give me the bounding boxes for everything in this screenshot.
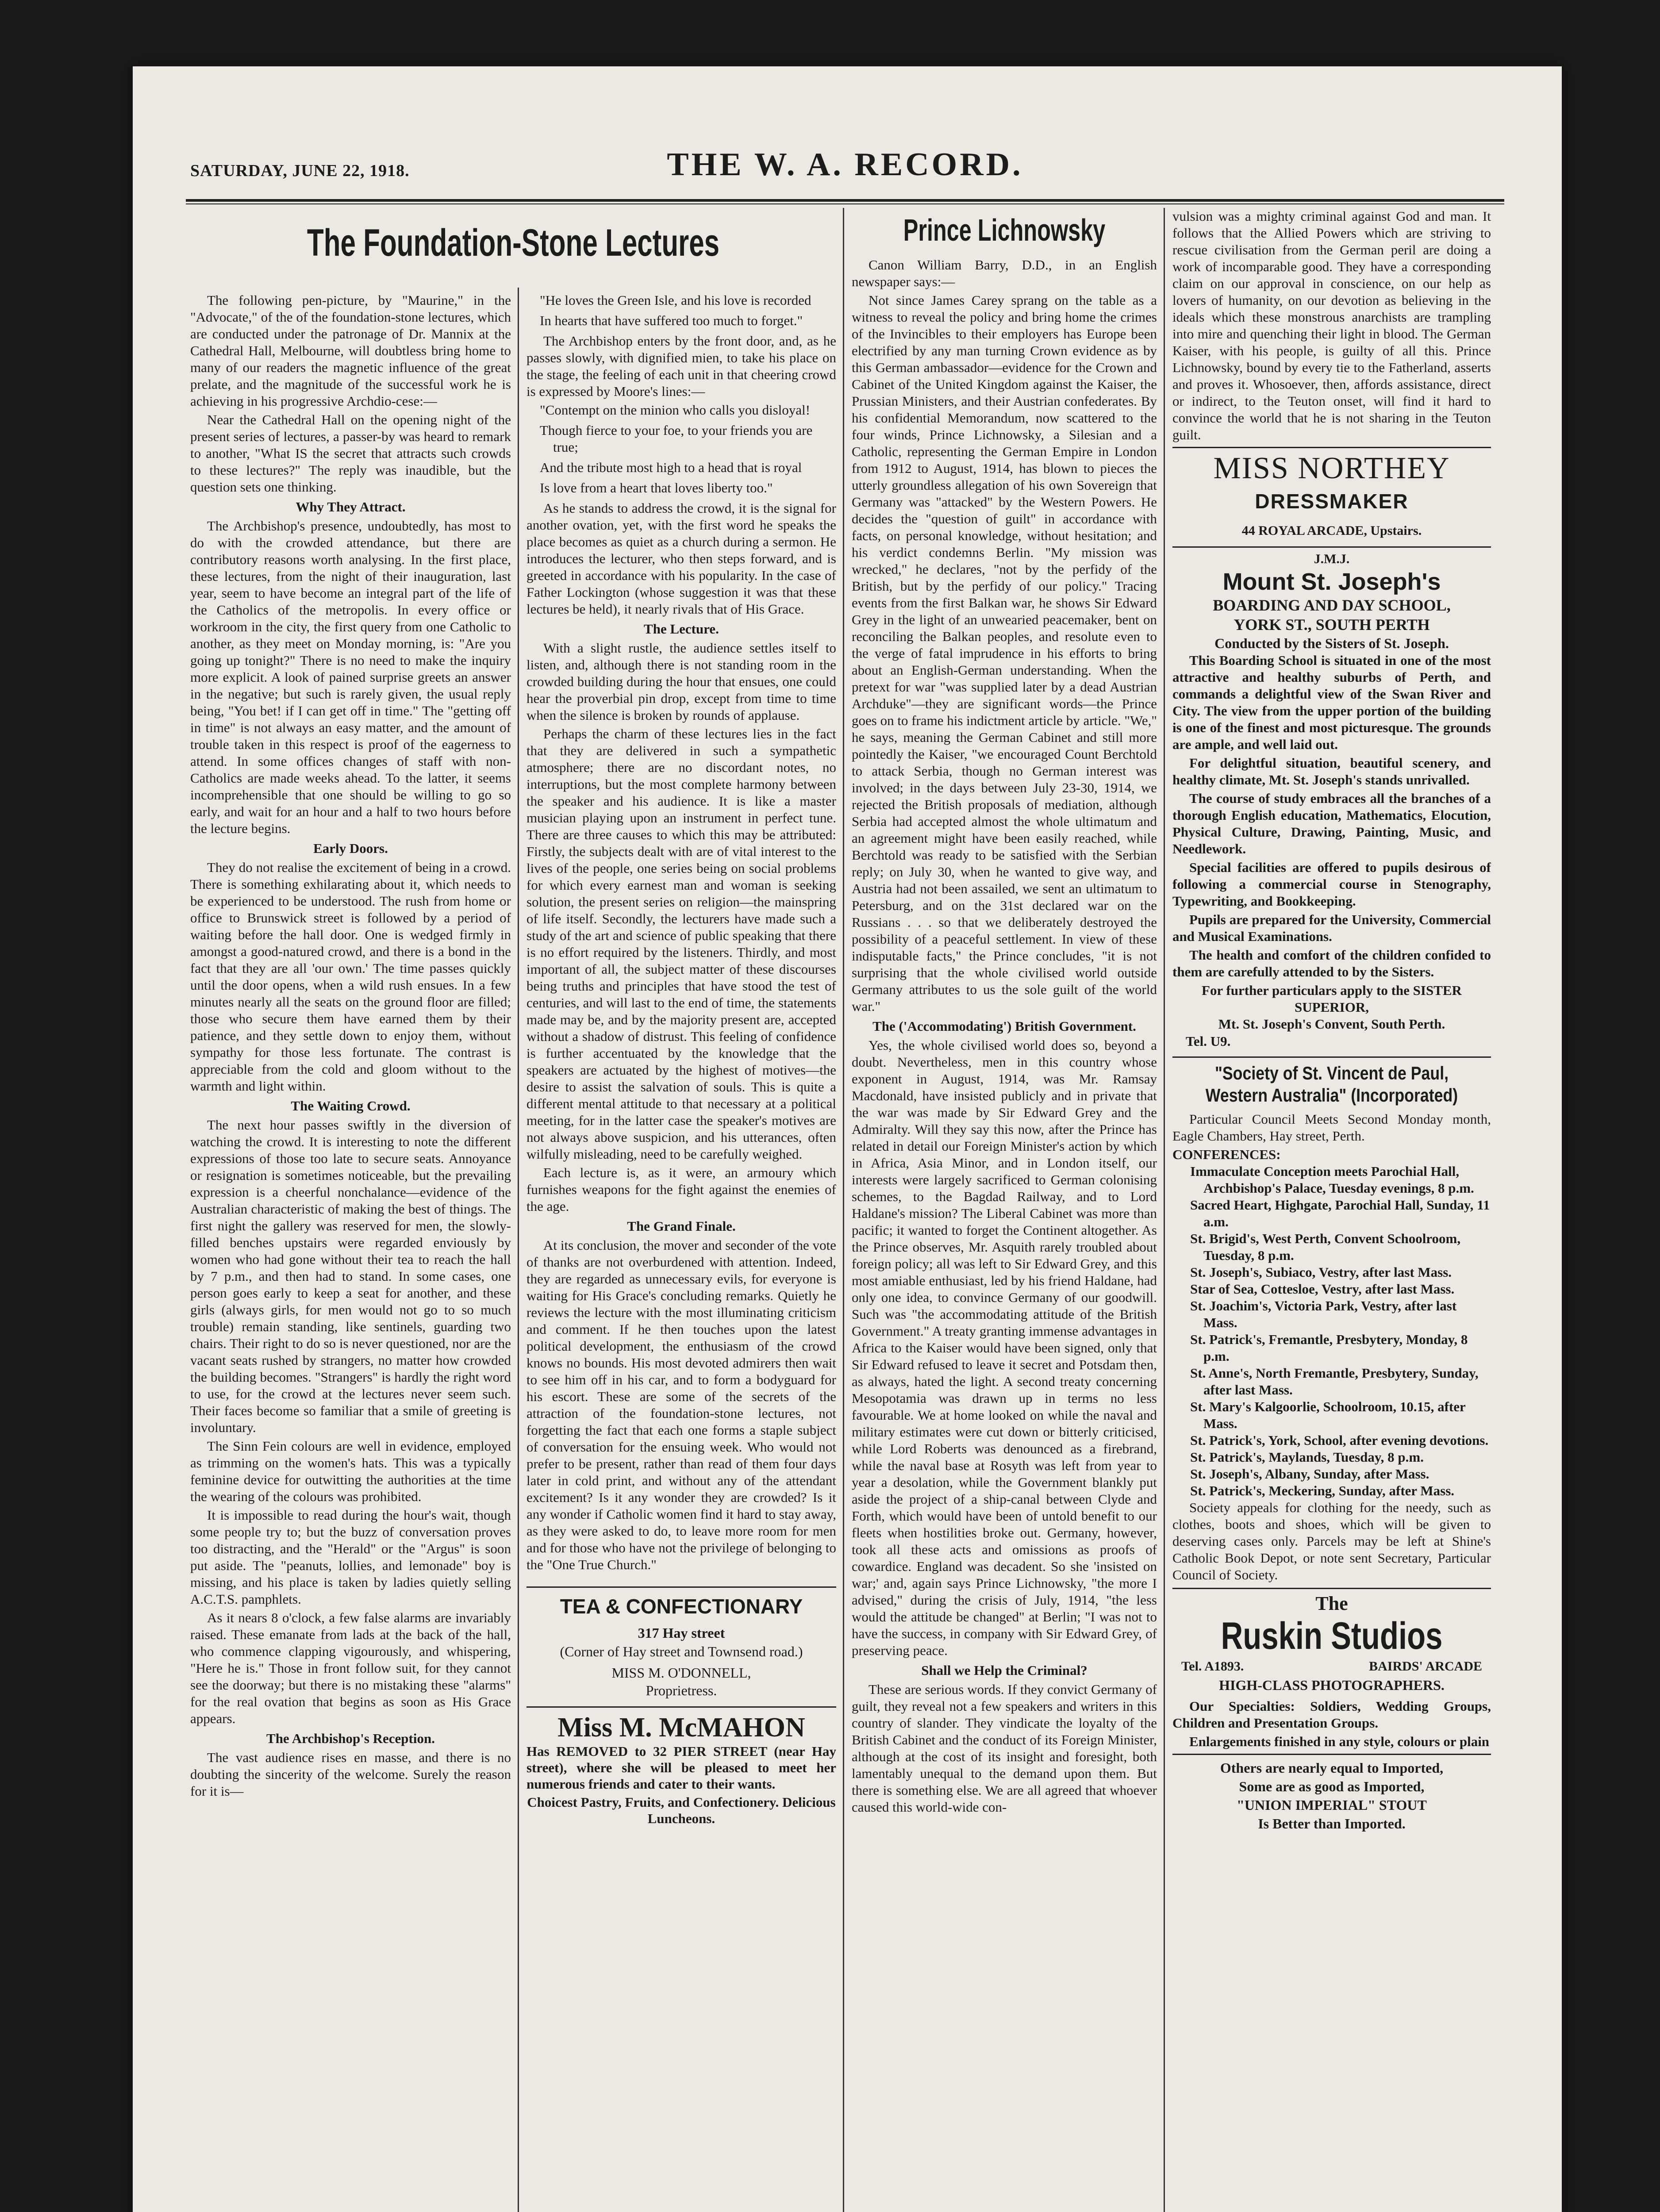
conference-item: St. Brigid's, West Perth, Convent Schoolroom, Tuesday, 8 p.m. (1190, 1231, 1461, 1263)
ad-line: Others are nearly equal to Imported, (1220, 1760, 1444, 1776)
ad-st-vincent-de-paul (1172, 1056, 1491, 1583)
ad-text: Society appeals for clothing for the needy, such as clothes, boots and shoes, which will be given to deserving cases only. Parcels may be left at Shine's Catholic Book Depot, or note sent Secretary, Particular Council of Society. (1172, 1500, 1491, 1582)
masthead: THE W. A. RECORD. (667, 146, 1023, 183)
ad-sub: Conducted by the Sisters of St. Joseph. (1214, 635, 1449, 651)
paragraph: Near the Cathedral Hall on the opening night of the present series of lectures, a passer-by was heard to remark to another, "What IS the secret that attracts such crowds to these lectures?" The reply was inaudible, but the question sets one thinking. (190, 412, 511, 495)
ad-text: Particular Council Meets Second Monday month, Eagle Chambers, Hay street, Perth. (1172, 1111, 1491, 1144)
verse-line: "He loves the Green Isle, and his love is recorded (540, 292, 811, 308)
ad-text: Enlargements finished in any style, colours or plain (1189, 1734, 1490, 1749)
ad-tel: Tel. U9. (1186, 1033, 1231, 1049)
ad-mount-st-josephs (1172, 546, 1491, 1050)
ad-line: Is Better than Imported. (1258, 1816, 1406, 1832)
conference-item: St. Mary's Kalgoorlie, Schoolroom, 10.15, after Mass. (1190, 1399, 1466, 1431)
subheading: Shall we Help the Criminal? (921, 1663, 1087, 1678)
paragraph: Not since James Carey sprang on the table as a witness to reveal the policy and bring home the crimes of the Invincibles to their employers has Europe been electrified by any man turning Crown evidence as by this German ambassador—evidence for the Crown and Cabinet of the United Kingdom against the Kaiser, the Prussian Ministers, and their Austrian confederates. By his confidential Memorandum, now scattered to the four winds, Prince Lichnowsky, a Silesian and a Catholic, representing the German Empire in London from 1912 to August, 1914, has blown to pieces the utterly groundless allegation of his own Sovereign that Germany was "attacked" by the Western Powers. He decides the "question of guilt" in accordance with facts, on personal knowledge, without hesitation; and his verdict condemns Berlin. "My mission was wrecked," he declares, "not by the perfidy of the British, but by the perfidy of our policy." Tracing events from the first Balkan war, he shows Sir Edward Grey in the light of an unwearied peacemaker, bent on reconciling the Balkan peoples, and resolute even to the verge of fatal imprudence in his efforts to bring about an English-German understanding. When the pretext for war "was supplied later by a dead Austrian Archduke"—they are significant words—the Prince goes on to frame his indictment article by article. "We," he says, meaning the German Cabinet and still more pointedly the Kaiser, "we encouraged Count Berchtold to attack Serbia, though no German interest was involved; in the days between July 23-30, 1914, we rejected the British proposals of mediation, although Serbia had accepted almost the whole ultimatum and an agreement might have been easily reached, while Berchtold was ready to be satisfied with the Serbian reply; on July 30, when he wanted to give way, and Austria had not been assailed, we sent an ultimatum to Petersburg, and on the 31st declared war on the Russians . . . so that we deliberately destroyed the possibility of a peaceful settlement. In view of these indisputable facts," the Prince concludes, "it is not surprising that the whole civilised world outside Germany attributes to us the sole guilt of the world war." (852, 292, 1157, 1014)
paragraph: It is impossible to read during the hour's wait, though some people try to; but the buzz of conversation proves too distracting, and the "Herald" or the "Argus" is soon put aside. The "peanuts, lollies, and lemonade" boy is missing, and his place is taken by ladies quietly selling A.C.T.S. pamphlets. (190, 1507, 511, 1607)
paragraph: The next hour passes swiftly in the diversion of watching the crowd. It is interesting to note the different expressions of those too late to secure seats. Annoyance or resignation is sometimes noticeable, but the prevailing expression is a cheerful nonchalance—evidence of the Australian characteristic of making the best of things. The first night the gallery was reserved for men, the slowly-filled benches upstairs were regarded enviously by women who had gone without their tea to reach the hall by 7 p.m., and then had to stand. In some cases, one person goes early to keep a seat for another, and these girls (always girls, for men would not go to so much trouble) remain standing, like sentinels, guarding two chairs. Their right to do so is never questioned, nor are the vacant seats rushed by strangers, no matter how crowded the building becomes. "Strangers" is hardly the right word to use, for the crowd at the lectures never seem such. Their faces become so familiar that a smile of greeting is involuntary. (190, 1117, 511, 1435)
paragraph: Yes, the whole civilised world does so, beyond a doubt. Nevertheless, men in this country whose exponent in August, 1914, was Mr. Ramsay Macdonald, have insisted publicly and in private that the war was made by Sir Edward Grey and the Admiralty. Will they say this now, after the Prince has related in detail our Foreign Minister's action by which in Africa, Asia Minor, and in London itself, our interests were largely sacrificed to German colonising schemes, to the Bagdad Railway, and to Lord Haldane's mission? The Liberal Cabinet was more than pacific; it wanted to forget the Continent altogether. As the Prince observes, Mr. Asquith rarely troubled about foreign policy; all was left to Sir Edward Grey, and this most amiable enthusiast, led by his friend Haldane, had only one idea, to convince Germany of our goodwill. Such was "the accommodating attitude of the British Government." A treaty granting immense advantages in Africa to the Kaiser would have been signed, only that Sir Edward refused to leave it secret and Potsdam then, as always, hated the light. A second treaty concerning Mesopotamia was drawn up in terms no less favourable. We at home looked on while the naval and military estimates were cut down or bitterly criticised, while Lord Roberts was denounced as a firebrand, while the naval base at Rosyth was left from year to year a desolation, while the Government blankly put aside the project of a ship-canal between Clyde and Forth, which would have been of untold benefit to our fleets when hostilities broke out. Germany, however, took all these acts and omissions as proofs of cowardice. England was decadent. So she 'insisted on war;' and, again says Prince Lichnowsky, "the more I advised," during the crisis of July, 1914, "the less would the attitude be changed" at Berlin; "I was not to have the success, in company with Sir Edward Grey, of preserving peace. (852, 1037, 1157, 1658)
ad-ruskin-studios (1172, 1588, 1491, 1750)
conference-item: St. Joseph's, Albany, Sunday, after Mass. (1190, 1466, 1429, 1482)
ad-proprietor: MISS M. O'DONNELL, (611, 1665, 751, 1681)
column-rule (1164, 208, 1165, 2212)
ad-title: Ruskin Studios (1221, 1615, 1443, 1657)
paragraph: With a slight rustle, the audience settles itself to listen, and, although there is not standing room in the crowded building during the hour that ensues, one could hear the proverbial pin drop, except from time to time when the silence is broken by rounds of applause. (526, 640, 836, 723)
conference-list (1172, 1163, 1491, 1499)
ad-text: Special facilities are offered to pupils desirous of following a commercial course in Stenography, Typewriting, and Bookkeeping. (1172, 860, 1491, 909)
column-rule (518, 288, 519, 2212)
conference-item: St. Patrick's, Meckering, Sunday, after Mass. (1190, 1483, 1455, 1498)
verse-line: Is love from a heart that loves liberty too." (540, 480, 773, 495)
ad-line: Some are as good as Imported, (1239, 1778, 1425, 1794)
subheading: Why They Attract. (296, 499, 406, 515)
paragraph: The Sinn Fein colours are well in evidence, employed as trimming on the women's hats. This was a typically feminine device for outwitting the authorities at the time the wearing of the colours was prohibited. (190, 1438, 511, 1504)
subheading: The Grand Finale. (627, 1218, 736, 1234)
article-title-foundation: The Foundation-Stone Lectures (307, 222, 720, 264)
paragraph: vulsion was a mighty criminal against God and man. It follows that the Allied Powers which are striving to rescue civilisation from the German peril are doing a work of incomparable good. They have a corresponding claim on our approval in conscience, on our help as lovers of humanity, on our devotion as believing in the ideals which these monstrous anarchists are trampling into mire and quenching their light in blood. The German Kaiser, with his people, is guilty of all this. Prince Lichnowsky, bound by every tie to the Fatherland, asserts and proves it. Whosoever, then, affords assistance, direct or indirect, to the Teuton onset, will find it hard to convince the world that he is not sharing in the Teuton guilt. (1172, 208, 1491, 442)
ad-address: 44 ROYAL ARCADE, Upstairs. (1241, 523, 1422, 538)
ad-text: Pupils are prepared for the University, Commercial and Musical Examinations. (1172, 912, 1491, 944)
ad-mcmahon (526, 1706, 836, 1827)
ad-text: Our Specialties: Soldiers, Wedding Groups, Children and Presentation Groups. (1172, 1698, 1491, 1731)
verse-line: And the tribute most high to a head that is royal (540, 460, 802, 475)
ad-title: TEA & CONFECTIONARY (560, 1595, 803, 1618)
ad-jmj: J.M.J. (1314, 552, 1350, 566)
conference-item: Immaculate Conception meets Parochial Hall, Archbishop's Palace, Tuesday evenings, 8 p.m. (1190, 1164, 1474, 1196)
ad-the: The (1315, 1593, 1348, 1614)
header-rule (186, 199, 1504, 202)
ad-northey (1172, 447, 1491, 546)
verse-line: "Contempt on the minion who calls you disloyal! (540, 402, 811, 418)
ad-title: Mount St. Joseph's (1222, 568, 1441, 595)
ad-sub: BOARDING AND DAY SCHOOL, (1213, 596, 1451, 614)
ad-text: Mt. St. Joseph's Convent, South Perth. (1218, 1016, 1445, 1032)
ad-text: Choicest Pastry, Fruits, and Confectionery. Delicious Luncheons. (527, 1794, 836, 1826)
ad-text: Has REMOVED to 32 PIER STREET (near Hay street), where she will be pleased to meet her numerous friends and cater to their wants. (526, 1743, 836, 1792)
ad-text: This Boarding School is situated in one of the most attractive and healthy suburbs of Perth, and commands a delightful view of the Swan River and City. The view from the upper portion of the building is one of the finest and most picturesque. The grounds are ample, and well laid out. (1172, 653, 1491, 752)
paragraph: The vast audience rises en masse, and there is no doubting the sincerity of the welcome. Surely the reason for it is— (190, 1750, 511, 1799)
ad-union-imperial-stout (1172, 1754, 1491, 1833)
ad-arcade: BAIRDS' ARCADE (1369, 1659, 1482, 1674)
conference-item: St. Patrick's, Maylands, Tuesday, 8 p.m. (1190, 1449, 1424, 1465)
column-rule (843, 208, 844, 2212)
ad-title: Miss M. McMAHON (557, 1713, 805, 1743)
header-date: SATURDAY, JUNE 22, 1918. (190, 161, 410, 180)
paragraph: Each lecture is, as it were, an armoury which furnishes weapons for the fight against the enemies of the age. (526, 1165, 836, 1214)
ad-text: For delightful situation, beautiful scenery, and healthy climate, Mt. St. Joseph's stands unrivalled. (1172, 755, 1491, 787)
conference-item: St. Joachim's, Victoria Park, Vestry, after last Mass. (1190, 1298, 1457, 1330)
ad-sub: DRESSMAKER (1255, 490, 1409, 513)
article-title-lichnowsky: Prince Lichnowsky (903, 213, 1106, 247)
paragraph: At its conclusion, the mover and seconder of the vote of thanks are not overburdened with attention. Indeed, they are regarded as unnecessary evils, for everyone is waiting for His Grace's concluding remarks. Quietly he reviews the lecture with the most illuminating criticism and comment. If he then touches upon the latest political development, the enthusiasm of the crowd knows no bounds. His most devoted admirers then wait to see him off in his car, and to form a bodyguard for his escort. These are some of the secrets of the attraction of the foundation-stone lectures, not forgetting the fact that each one forms a staple subject of conversation for the ensuing week. Who would not prefer to be present, rather than read of them four days later in cold print, and without any of the attendant excitement? Is it any wonder they are crowded? Is it any wonder if Catholic women find it hard to stay away, as they were asked to do, to leave more room for men and for those who have not the privilege of belonging to the "One True Church." (526, 1237, 836, 1572)
ad-conferences: CONFERENCES: (1172, 1147, 1281, 1162)
newspaper-page (133, 66, 1562, 2212)
paragraph: They do not realise the excitement of being in a crowd. There is something exhilarating about it, which needs to be experienced to be understood. The rush from home or office to Brunswick street is followed by a period of waiting before the hall door. One is wedged firmly in amongst a good-natured crowd, and there is a bond in the fact that they are all 'our own.' The time passes quickly until the door opens, when a wild rush ensues. In a few minutes nearly all the seats on the ground floor are filled; those who secure them have earned them by their patience, and they settle down to enjoy them, without sympathy for those less fortunate. The contrast is appreciable from the cold and gloom without to the warmth and light within. (190, 860, 511, 1094)
ad-sub: YORK ST., SOUTH PERTH (1233, 616, 1430, 634)
paragraph: The Archbishop enters by the front door, and, as he passes slowly, with dignified mien, to take his place on the stage, the feeling of each unit in that cheering crowd is expressed by Moore's lines:— (526, 333, 836, 399)
ad-text: The course of study embraces all the branches of a thorough English education, Mathematics, Elocution, Physical Culture, Drawing, Painting, Music, and Needlework. (1172, 791, 1491, 856)
ad-tel: Tel. A1893. (1181, 1659, 1244, 1674)
conference-item: St. Patrick's, York, School, after evening devotions. (1190, 1432, 1489, 1448)
column-2 (526, 292, 836, 2212)
ad-tel-row (1172, 1657, 1491, 1676)
ad-role: Proprietress. (646, 1682, 717, 1698)
ad-address: 317 Hay street (638, 1625, 725, 1641)
ad-title: "Society of St. Vincent de Paul, Western Australia" (Incorporated) (1205, 1063, 1458, 1106)
ad-text: For further particulars apply to the SISTER SUPERIOR, (1202, 983, 1462, 1015)
ad-tea-confectionary (526, 1586, 836, 1699)
paragraph: Perhaps the charm of these lectures lies in the fact that they are delivered in such a sympathetic atmosphere; there are no discordant notes, no interruptions, but the most complete harmony between the speaker and his audience. It is like a master musician playing upon an instrument in perfect tune. There are three causes to which this may be attributed: Firstly, the subjects dealt with are of vital interest to the lives of the people, one series being on social problems for which every earnest man and woman is seeking solution, the present series on religion—the mainspring of life itself. Secondly, the lecturers have made such a study of the art and science of public speaking that there is no effort required by the listeners. Thirdly, and most important of all, the subject matter of these discourses being truths and principles that have stood the test of centuries, and will last to the end of time, the statements made may be, and by the majority present are, accepted without a shadow of distrust. This feeling of confidence is further accentuated by the knowledge that the speakers are actuated by the highest of motives—the desire to assist the salvation of souls. This is quite a different mental attitude to that necessary at a political meeting, for in the latter case the speaker's motives are not always above suspicion, and his utterances, often wilfully misleading, need to be carefully weighed. (526, 726, 836, 1162)
conference-item: Sacred Heart, Highgate, Parochial Hall, Sunday, 11 a.m. (1190, 1197, 1490, 1229)
subheading: The ('Accommodating') British Government. (872, 1018, 1136, 1034)
verse-line: In hearts that have suffered too much to forget." (540, 313, 803, 328)
ad-sub: HIGH-CLASS PHOTOGRAPHERS. (1219, 1677, 1445, 1693)
column-4 (1172, 208, 1491, 2212)
ad-title: MISS NORTHEY (1213, 451, 1450, 485)
column-1 (190, 292, 511, 2212)
ad-text: The health and comfort of the children confided to them are carefully attended to by the Sisters. (1172, 947, 1491, 979)
verse-line: Though fierce to your foe, to your friends you are true; (540, 422, 813, 455)
subheading: The Waiting Crowd. (291, 1098, 411, 1114)
conference-item: St. Patrick's, Fremantle, Presbytery, Monday, 8 p.m. (1190, 1332, 1468, 1364)
column-3 (852, 208, 1157, 2212)
paragraph: The following pen-picture, by "Maurine," in the "Advocate," of the of the foundation-stone lectures, which are conducted under the patronage of Dr. Mannix at the Cathedral Hall, Melbourne, will doubtless bring home to many of our readers the magnetic influence of the great prelate, and the magnitude of the successful work he is achieving in his progressive Archdio-cese:— (190, 292, 511, 409)
ad-corner: (Corner of Hay street and Townsend road.) (560, 1644, 803, 1659)
conference-item: St. Anne's, North Fremantle, Presbytery, Sunday, after last Mass. (1190, 1365, 1479, 1398)
paragraph: The Archbishop's presence, undoubtedly, has most to do with the crowded attendance, but there are contributory reasons worth analysing. In the first place, these lectures, from the night of their inauguration, last year, seem to have become an integral part of the life of the Catholics of the metropolis. In every office or workroom in the city, the first query from one Catholic to another, as they meet on Monday morning, is: "Are you going up tonight?" There is no need to make the inquiry more explicit. A look of pained surprise greets an answer in the negative; but such is rarely given, the usual reply being, "You bet! if I can get off in time." The "getting off in time" is not always an easy matter, and the amount of trouble taken in this respect is proof of the eagerness to attend. In some offices changes of staff with non-Catholics are made weeks ahead. To the latter, it seems incomprehensible that one should be willing to go so early, and wait for an hour and a half to two hours before the lecture begins. (190, 518, 511, 836)
conference-item: Star of Sea, Cottesloe, Vestry, after last Mass. (1190, 1281, 1455, 1297)
paragraph: Canon William Barry, D.D., in an English newspaper says:— (852, 257, 1157, 289)
subheading: The Archbishop's Reception. (266, 1731, 435, 1746)
paragraph: As he stands to address the crowd, it is the signal for another ovation, yet, with the first word he speaks the place becomes as quiet as a church during a sermon. He introduces the lecturer, who then steps forward, and is greeted in accordance with his popularity. In the case of Father Lockington (whose suggestion it was that these lectures be held), it nearly rivals that of His Grace. (526, 500, 836, 617)
ad-line: "UNION IMPERIAL" STOUT (1237, 1797, 1427, 1813)
paragraph: These are serious words. If they convict Germany of guilt, they reveal not a few speakers and writers in this country of slander. They vindicate the loyalty of the British Cabinet and the conduct of its Foreign Minister, although at the cost of its insight and foresight, both lamentably unequal to the demand upon them. But there is something else. We are all agreed that whoever caused this world-wide con- (852, 1682, 1157, 1815)
paragraph: As it nears 8 o'clock, a few false alarms are invariably raised. These emanate from lads at the back of the hall, who commence clapping vigourously, and whispering, "Here he is." Those in front follow suit, for they cannot see the doorway; but there is no mistaking these "alarms" for the real ovation that begins as soon as His Grace appears. (190, 1610, 511, 1726)
subheading: Early Doors. (313, 841, 388, 856)
conference-item: St. Joseph's, Subiaco, Vestry, after last Mass. (1190, 1264, 1452, 1280)
subheading: The Lecture. (644, 621, 719, 637)
